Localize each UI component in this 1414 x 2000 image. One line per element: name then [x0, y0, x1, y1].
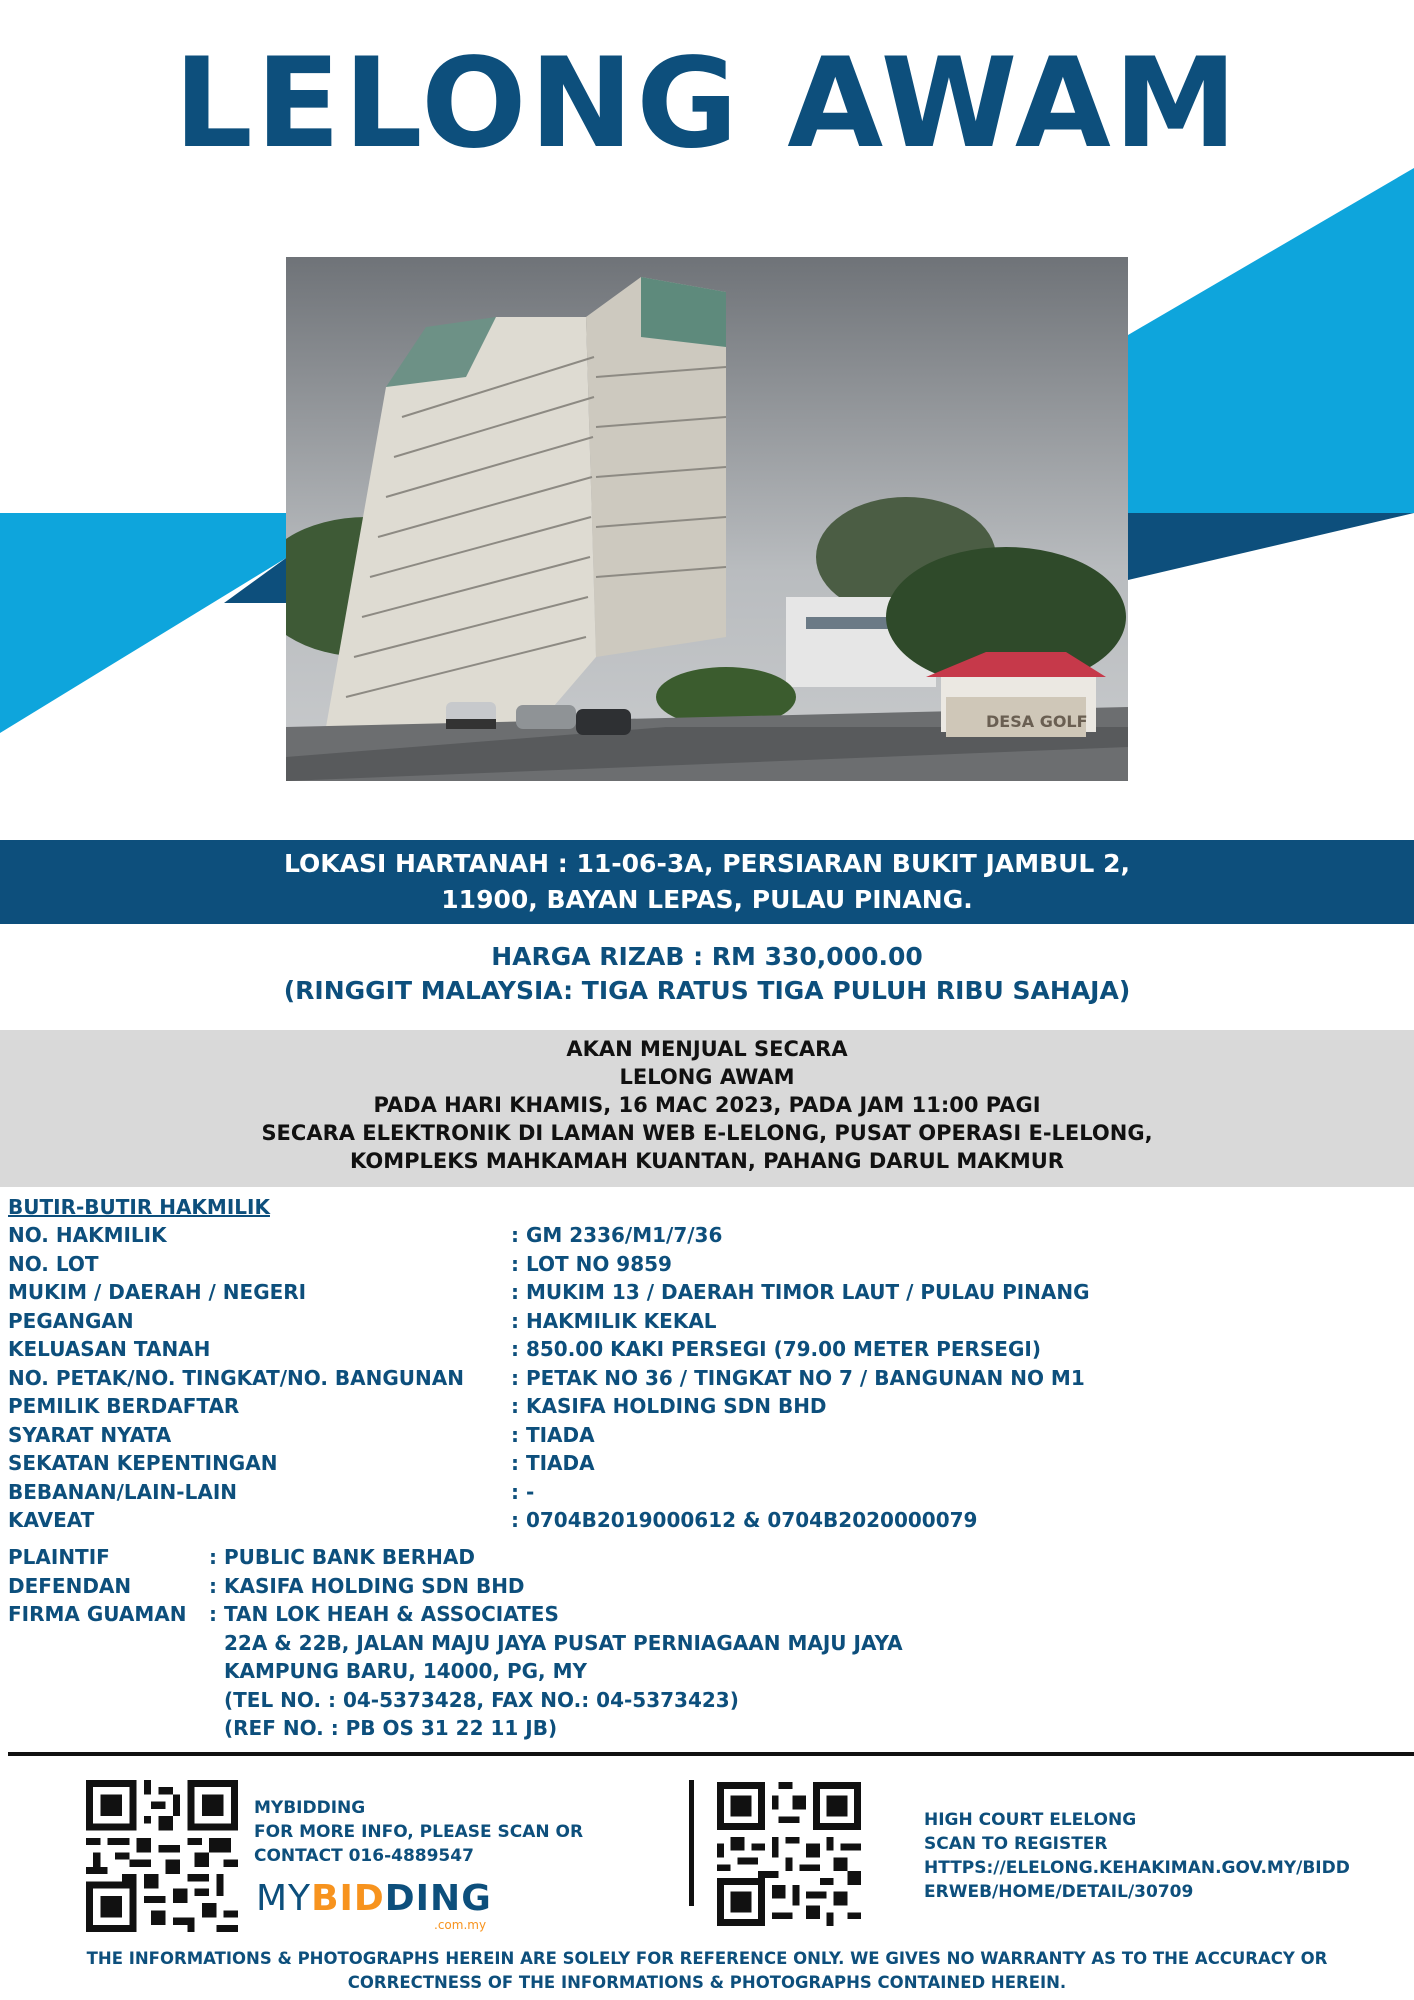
detail-row: [8, 1506, 1408, 1535]
footer-divider: [8, 1752, 1414, 1756]
right-dark-blue-shape: [1128, 513, 1414, 580]
auction-line: SECARA ELEKTRONIK DI LAMAN WEB E-LELONG, PUSAT OPERASI E-LELONG,: [261, 1121, 1153, 1145]
law-firm-address-row: [8, 1657, 1208, 1686]
disclaimer-line-2: CORRECTNESS OF THE INFORMATIONS & PHOTOGRAPHS CONTAINED HEREIN.: [347, 1973, 1067, 1992]
plaintiff-label: PLAINTIF: [8, 1545, 110, 1569]
property-location-band: [0, 840, 1414, 924]
detail-row: [8, 1250, 1408, 1279]
logo-ding: DING: [384, 1878, 492, 1919]
detail-label: BEBANAN/LAIN-LAIN: [8, 1479, 237, 1504]
high-court-url-line[interactable]: ERWEB/HOME/DETAIL/30709: [924, 1882, 1194, 1902]
detail-label: NO. LOT: [8, 1251, 99, 1276]
detail-row: [8, 1221, 1408, 1250]
defendant-row: [8, 1572, 1208, 1601]
title-details: [8, 1193, 1408, 1535]
reserve-price-amount: HARGA RIZAB : RM 330,000.00: [491, 942, 923, 971]
law-firm-address-line: KAMPUNG BARU, 14000, PG, MY: [224, 1659, 587, 1683]
auction-line: LELONG AWAM: [619, 1065, 795, 1089]
mybidding-line: MYBIDDING: [254, 1798, 366, 1818]
right-light-blue-shape: [1128, 168, 1414, 513]
detail-row: [8, 1278, 1408, 1307]
high-court-url-line[interactable]: HTTPS://ELELONG.KEHAKIMAN.GOV.MY/BIDD: [924, 1858, 1350, 1878]
detail-label: MUKIM / DAERAH / NEGERI: [8, 1280, 307, 1304]
reserve-price: [0, 940, 1414, 1008]
parties-section: [8, 1543, 1208, 1743]
logo-bid: BID: [311, 1878, 385, 1919]
high-court-line: HIGH COURT ELELONG: [924, 1810, 1137, 1830]
detail-row: [8, 1364, 1408, 1393]
location-line-1: LOKASI HARTANAH : 11-06-3A, PERSIARAN BUKIT JAMBUL 2,: [284, 849, 1130, 878]
detail-label: PEGANGAN: [8, 1308, 134, 1333]
detail-value: : TIADA: [511, 1451, 595, 1475]
detail-value: : 850.00 KAKI PERSEGI (79.00 METER PERSEGI): [511, 1337, 1041, 1361]
auction-line: AKAN MENJUAL SECARA: [566, 1037, 848, 1061]
detail-row: [8, 1421, 1408, 1450]
law-firm-row: [8, 1600, 1208, 1629]
location-line-2: 11900, BAYAN LEPAS, PULAU PINANG.: [441, 885, 973, 914]
detail-row: [8, 1392, 1408, 1421]
high-court-line: SCAN TO REGISTER: [924, 1834, 1108, 1854]
disclaimer: [0, 1947, 1414, 1995]
detail-value: : PETAK NO 36 / TINGKAT NO 7 / BANGUNAN NO M1: [511, 1365, 1085, 1390]
detail-row: [8, 1449, 1408, 1478]
high-court-qr-code[interactable]: [717, 1782, 861, 1926]
mybidding-logo: [256, 1878, 492, 1932]
law-firm-ref-line: (REF NO. : PB OS 31 22 11 JB): [224, 1716, 558, 1740]
law-firm-contact-line: (TEL NO. : 04-5373428, FAX NO.: 04-5373423): [224, 1687, 739, 1712]
title-details-heading: BUTIR-BUTIR HAKMILIK: [8, 1195, 270, 1219]
detail-row: [8, 1335, 1408, 1364]
detail-value: : KASIFA HOLDING SDN BHD: [511, 1394, 827, 1418]
mybidding-line: CONTACT 016-4889547: [254, 1846, 474, 1866]
disclaimer-line-1: THE INFORMATIONS & PHOTOGRAPHS HEREIN ARE SOLELY FOR REFERENCE ONLY. WE GIVES NO WARRANTY AS TO THE ACCURACY OR: [86, 1949, 1328, 1968]
detail-value: : 0704B2019000612 & 0704B2020000079: [511, 1508, 978, 1532]
detail-row: [8, 1307, 1408, 1336]
detail-value: : GM 2336/M1/7/36: [511, 1223, 723, 1247]
left-light-blue-shape: [0, 513, 286, 733]
auction-line: PADA HARI KHAMIS, 16 MAC 2023, PADA JAM 11:00 PAGI: [373, 1093, 1041, 1117]
law-firm-address-line: 22A & 22B, JALAN MAJU JAYA PUSAT PERNIAGAAN MAJU JAYA: [224, 1630, 903, 1655]
detail-value: : LOT NO 9859: [511, 1251, 672, 1276]
detail-value: : HAKMILIK KEKAL: [511, 1308, 717, 1333]
mybidding-line: FOR MORE INFO, PLEASE SCAN OR: [254, 1822, 584, 1842]
mybidding-qr-code[interactable]: [86, 1780, 238, 1932]
auction-line: KOMPLEKS MAHKAMAH KUANTAN, PAHANG DARUL MAKMUR: [350, 1149, 1064, 1173]
defendant-value: : KASIFA HOLDING SDN BHD: [209, 1573, 525, 1598]
detail-label: KAVEAT: [8, 1508, 95, 1532]
detail-value: : TIADA: [511, 1422, 595, 1447]
law-firm-ref-row: [8, 1714, 1208, 1743]
svg-text:DESA GOLF: DESA GOLF: [986, 712, 1088, 731]
high-court-register-text: [924, 1808, 1350, 1904]
detail-value: : MUKIM 13 / DAERAH TIMOR LAUT / PULAU PINANG: [511, 1280, 1090, 1304]
plaintiff-value: : PUBLIC BANK BERHAD: [209, 1545, 475, 1569]
footer-vertical-divider: [689, 1780, 694, 1906]
mybidding-contact-text: [254, 1796, 583, 1868]
plaintiff-row: [8, 1543, 1208, 1572]
detail-value: : -: [511, 1479, 535, 1504]
page-title: LELONG AWAM: [173, 32, 1241, 176]
property-photo: [286, 257, 1128, 781]
detail-row: [8, 1478, 1408, 1507]
law-firm-label: FIRMA GUAMAN: [8, 1602, 187, 1626]
detail-label: NO. PETAK/NO. TINGKAT/NO. BANGUNAN: [8, 1365, 464, 1390]
logo-my: MY: [256, 1878, 312, 1919]
logo-domain: .com.my: [434, 1918, 487, 1932]
detail-label: KELUASAN TANAH: [8, 1337, 211, 1361]
defendant-label: DEFENDAN: [8, 1573, 132, 1598]
law-firm-value: : TAN LOK HEAH & ASSOCIATES: [209, 1602, 559, 1626]
detail-label: PEMILIK BERDAFTAR: [8, 1394, 240, 1418]
auction-info-band: [0, 1030, 1414, 1187]
detail-label: SYARAT NYATA: [8, 1422, 172, 1447]
reserve-price-words: (RINGGIT MALAYSIA: TIGA RATUS TIGA PULUH RIBU SAHAJA): [283, 976, 1131, 1005]
detail-label: SEKATAN KEPENTINGAN: [8, 1451, 278, 1475]
law-firm-contact-row: [8, 1686, 1208, 1715]
detail-label: NO. HAKMILIK: [8, 1223, 167, 1247]
law-firm-address-row: [8, 1629, 1208, 1658]
